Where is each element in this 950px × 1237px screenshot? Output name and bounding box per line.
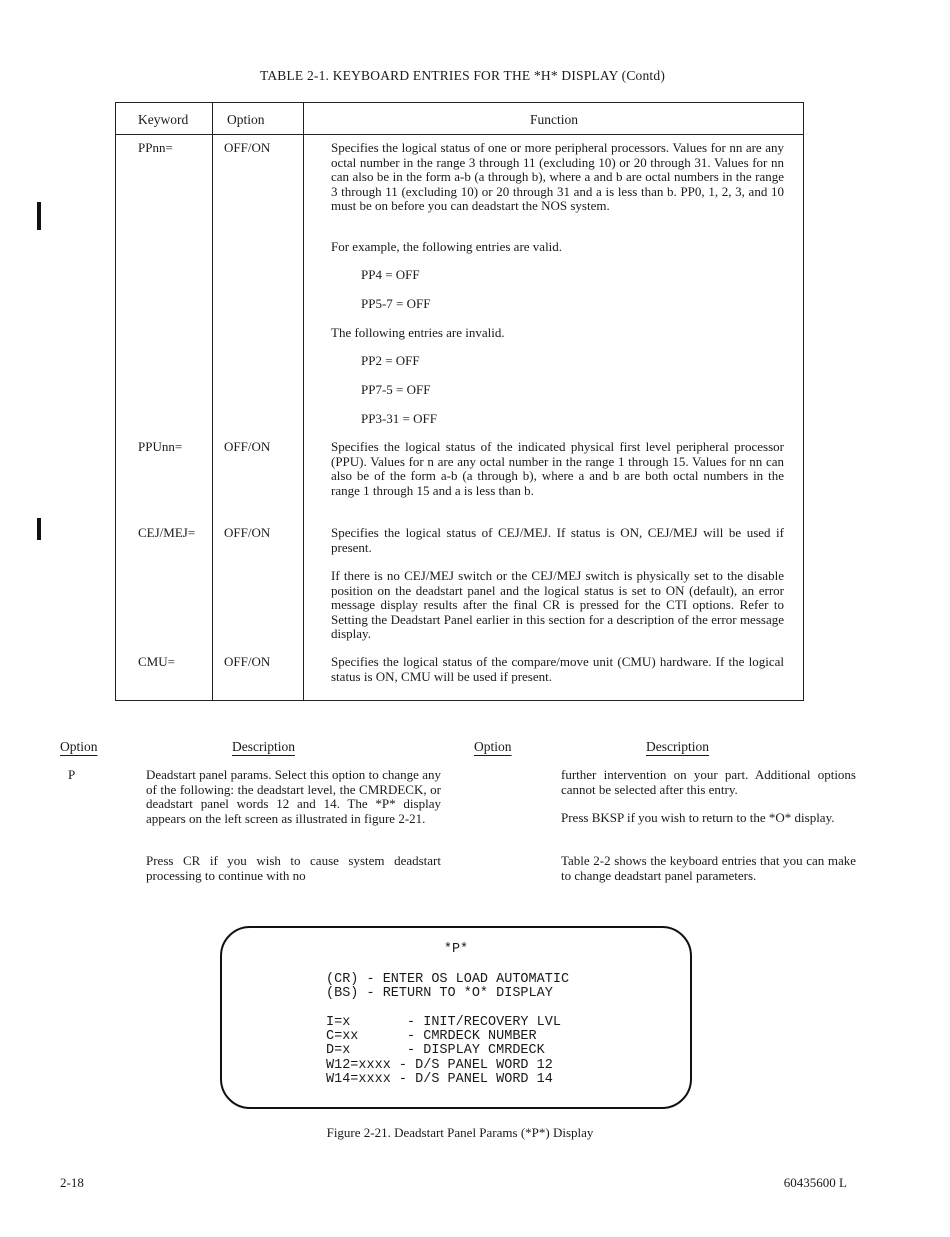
keyword-cell: PPnn= [138, 140, 173, 155]
description-paragraph: Table 2-2 shows the keyboard entries that you can make to change deadstart panel parameters. [561, 853, 856, 883]
example-entry: PP4 = OFF [361, 267, 420, 282]
function-text: The following entries are invalid. [331, 325, 505, 340]
keyword-cell: PPUnn= [138, 439, 183, 454]
change-bar-1 [37, 202, 41, 230]
keyword-table [115, 102, 804, 701]
description-paragraph: further intervention on your part. Additional options cannot be selected after this entry. [561, 767, 856, 797]
display-entry: W14=xxxx - D/S PANEL WORD 14 [326, 1072, 553, 1087]
display-title: *P* [443, 942, 469, 957]
example-entry: PP3-31 = OFF [361, 411, 437, 426]
option-heading-left: Option [60, 739, 98, 754]
description-paragraph: Deadstart panel params. Select this option to change any of the following: the deadstart level, the CMRDECK, or deadstart panel words 12 and 14. The *P* display appears on the left screen as illustrated in figure 2-21. [146, 767, 441, 826]
display-entry: D=x - DISPLAY CMRDECK [326, 1043, 545, 1058]
header-divider [116, 134, 803, 135]
table-title: TABLE 2-1. KEYBOARD ENTRIES FOR THE *H* DISPLAY (Contd) [259, 68, 666, 83]
header-option: Option [227, 112, 265, 127]
example-entry: PP5-7 = OFF [361, 296, 431, 311]
header-function: Function [529, 112, 578, 127]
description-heading-right: Description [646, 739, 709, 754]
header-keyword: Keyword [138, 112, 189, 127]
display-entry: W12=xxxx - D/S PANEL WORD 12 [326, 1058, 553, 1073]
option-heading-right: Option [474, 739, 512, 754]
display-entry: C=xx - CMRDECK NUMBER [326, 1029, 537, 1044]
column-divider [212, 103, 213, 700]
option-cell: OFF/ON [224, 654, 271, 669]
description-paragraph: Press BKSP if you wish to return to the *O* display. [561, 810, 835, 825]
option-letter: P [68, 767, 76, 782]
display-command: (BS) - RETURN TO *O* DISPLAY [326, 986, 553, 1001]
description-paragraph: Press CR if you wish to cause system deadstart processing to continue with no [146, 853, 441, 883]
function-text: Specifies the logical status of the indicated physical first level peripheral processor (PPU). Values for n are any octal number in the range 1 through 15. Values for nn can also be of the form a-b (a through b), where a and b are both octal numbers in the range 1 through 15 and a is less than b. [331, 439, 784, 498]
function-text: Specifies the logical status of one or more peripheral processors. Values for nn are any octal number in the range 3 through 11 (excluding 10) or 20 through 31. Values for nn can also be in the form a-b (a through b), where a and b are octal numbers in the range 3 through 11 (excluding 10) or 20 through 31 and a is less than b. PP0, 1, 2, 3, and 10 must be on before you can deadstart the NOS system. [331, 140, 784, 213]
option-cell: OFF/ON [224, 439, 271, 454]
function-text: If there is no CEJ/MEJ switch or the CEJ/MEJ switch is physically set to the disable position on the deadstart panel and the logical status is set to ON (default), an error message display results after the final CR is pressed for the CTI options. Refer to Setting the Deadstart Panel earlier in this section for a description of the error message display. [331, 568, 784, 641]
option-cell: OFF/ON [224, 525, 271, 540]
page-number: 2-18 [60, 1175, 84, 1190]
display-entry: I=x - INIT/RECOVERY LVL [326, 1015, 561, 1030]
description-heading-left: Description [232, 739, 295, 754]
example-entry: PP2 = OFF [361, 353, 420, 368]
keyword-cell: CMU= [138, 654, 175, 669]
change-bar-2 [37, 518, 41, 540]
function-text: Specifies the logical status of the compare/move unit (CMU) hardware. If the logical status is ON, CMU will be used if present. [331, 654, 784, 684]
figure-caption: Figure 2-21. Deadstart Panel Params (*P*) Display [326, 1125, 594, 1140]
document-number: 60435600 L [783, 1175, 847, 1190]
example-entry: PP7-5 = OFF [361, 382, 431, 397]
keyword-cell: CEJ/MEJ= [138, 525, 196, 540]
p-display-screen [220, 926, 692, 1109]
column-divider [303, 103, 304, 700]
function-text: Specifies the logical status of CEJ/MEJ. If status is ON, CEJ/MEJ will be used if present. [331, 525, 784, 555]
display-command: (CR) - ENTER OS LOAD AUTOMATIC [326, 972, 570, 987]
function-text: For example, the following entries are valid. [331, 239, 563, 254]
option-cell: OFF/ON [224, 140, 271, 155]
